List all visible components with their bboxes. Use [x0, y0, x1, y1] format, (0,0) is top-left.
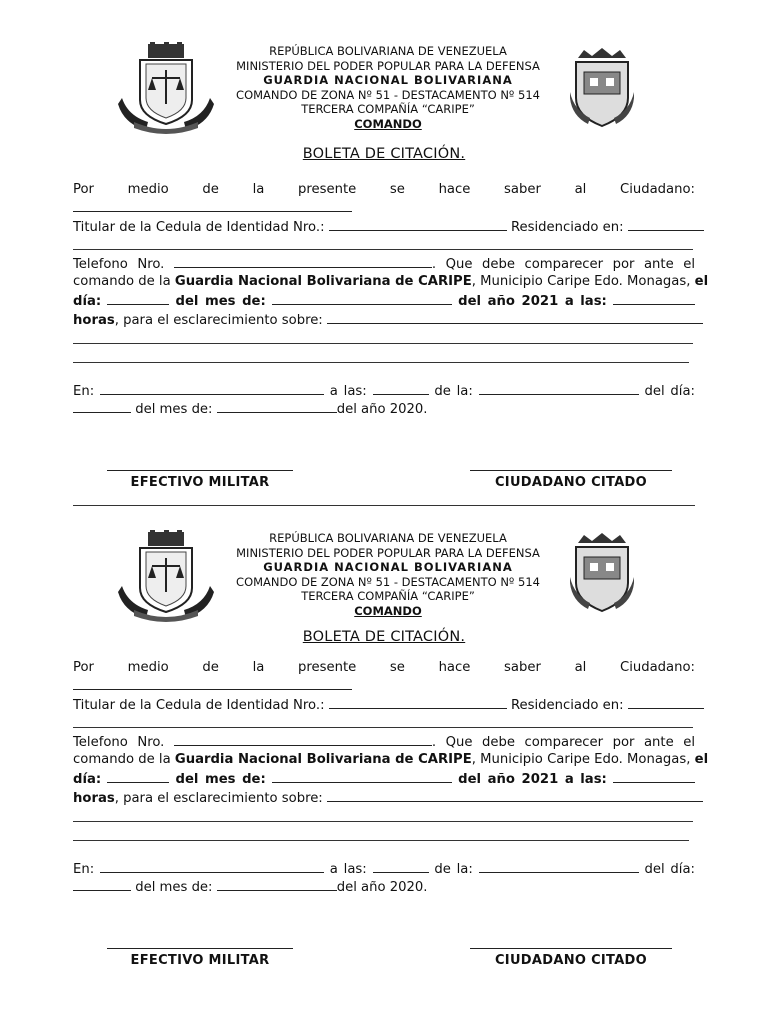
citizen-name-line — [73, 199, 695, 218]
id-number-field[interactable] — [329, 696, 507, 709]
date-line: día: del mes de: del año 2021 a las: — [73, 770, 695, 789]
header-company: TERCERA COMPAÑÍA “CARIPE” — [301, 589, 475, 604]
residence-continuation-rule[interactable] — [73, 249, 693, 250]
citizen-signature-label: CIUDADANO CITADO — [494, 475, 648, 490]
issue-date-line: del mes de: del año 2020. — [73, 400, 695, 419]
citizen-name-field[interactable] — [73, 199, 352, 212]
hour-field[interactable] — [373, 860, 429, 873]
letterhead — [208, 44, 568, 132]
residence-field[interactable] — [628, 696, 704, 709]
id-line: Titular de la Cedula de Identidad Nro.: Residenciado en: — [73, 218, 695, 237]
id-number-field[interactable] — [329, 218, 507, 231]
day-field[interactable] — [107, 292, 169, 305]
header-republic: REPÚBLICA BOLIVARIANA DE VENEZUELA — [269, 44, 507, 58]
day-field[interactable] — [107, 770, 169, 783]
purpose-rule-2[interactable] — [73, 840, 689, 841]
phone-field[interactable] — [174, 255, 432, 268]
citizen-line: Por medio de la presente se hace saber al Ciudadano: — [73, 660, 696, 675]
gnb-shield-emblem-icon — [118, 530, 214, 622]
purpose-line: horas, para el esclarecimiento sobre: — [73, 789, 695, 808]
month-field[interactable] — [272, 770, 452, 783]
purpose-rule-1[interactable] — [73, 343, 693, 344]
residence-continuation-rule[interactable] — [73, 727, 693, 728]
month-field[interactable] — [272, 292, 452, 305]
citizen-line: Por medio de la presente se hace saber al Ciudadano: — [73, 182, 696, 197]
header-ministry: MINISTERIO DEL PODER POPULAR PARA LA DEFENSA — [236, 58, 540, 73]
header-command: COMANDO — [354, 603, 422, 618]
letterhead — [208, 531, 568, 619]
purpose-field[interactable] — [327, 789, 703, 802]
phone-line: Telefono Nro. . Que debe comparecer por ante el — [73, 257, 695, 272]
phone-line: Telefono Nro. . Que debe comparecer por ante el — [73, 735, 695, 750]
header-company: TERCERA COMPAÑÍA “CARIPE” — [301, 102, 475, 117]
id-line: Titular de la Cedula de Identidad Nro.: Residenciado en: — [73, 696, 695, 715]
caripe-coat-of-arms-icon — [570, 533, 634, 615]
citizen-name-field[interactable] — [73, 677, 352, 690]
issue-month-field[interactable] — [217, 878, 337, 891]
issue-month-field[interactable] — [217, 400, 337, 413]
place-field[interactable] — [100, 860, 324, 873]
header-guard: GUARDIA NACIONAL BOLIVARIANA — [263, 73, 513, 88]
command-line: comando de la Guardia Nacional Bolivariana de CARIPE, Municipio Caripe Edo. Monagas, el — [73, 752, 709, 767]
of-the-field[interactable] — [479, 382, 639, 395]
issue-day-field[interactable] — [73, 400, 131, 413]
time-field[interactable] — [613, 770, 695, 783]
header-zone: COMANDO DE ZONA Nº 51 - DESTACAMENTO Nº 514 — [236, 87, 540, 102]
phone-field[interactable] — [174, 733, 432, 746]
command-line: comando de la Guardia Nacional Bolivariana de CARIPE, Municipio Caripe Edo. Monagas, el — [73, 274, 709, 289]
citizen-name-line — [73, 677, 695, 696]
citizen-signature-line[interactable] — [470, 470, 672, 471]
time-field[interactable] — [613, 292, 695, 305]
form-title: BOLETA DE CITACIÓN. — [302, 629, 466, 645]
header-zone: COMANDO DE ZONA Nº 51 - DESTACAMENTO Nº 514 — [236, 574, 540, 589]
form-title: BOLETA DE CITACIÓN. — [302, 146, 466, 162]
officer-signature-line[interactable] — [107, 470, 293, 471]
of-the-field[interactable] — [479, 860, 639, 873]
purpose-rule-2[interactable] — [73, 362, 689, 363]
hour-field[interactable] — [373, 382, 429, 395]
gnb-shield-emblem-icon — [118, 42, 214, 134]
purpose-line: horas, para el esclarecimiento sobre: — [73, 311, 695, 330]
issue-day-field[interactable] — [73, 878, 131, 891]
purpose-field[interactable] — [327, 311, 703, 324]
purpose-rule-1[interactable] — [73, 821, 693, 822]
residence-field[interactable] — [628, 218, 704, 231]
issue-date-line: del mes de: del año 2020. — [73, 878, 695, 897]
header-guard: GUARDIA NACIONAL BOLIVARIANA — [263, 560, 513, 575]
officer-signature-line[interactable] — [107, 948, 293, 949]
officer-signature-label: EFECTIVO MILITAR — [130, 475, 270, 490]
caripe-coat-of-arms-icon — [570, 48, 634, 130]
header-republic: REPÚBLICA BOLIVARIANA DE VENEZUELA — [269, 531, 507, 545]
header-command: COMANDO — [354, 116, 422, 131]
citizen-signature-label: CIUDADANO CITADO — [494, 953, 648, 968]
officer-signature-label: EFECTIVO MILITAR — [130, 953, 270, 968]
place-line: En: a las: de la: del día: — [73, 384, 695, 399]
header-ministry: MINISTERIO DEL PODER POPULAR PARA LA DEFENSA — [236, 545, 540, 560]
citizen-signature-line[interactable] — [470, 948, 672, 949]
cut-separator — [73, 505, 695, 506]
place-line: En: a las: de la: del día: — [73, 862, 695, 877]
place-field[interactable] — [100, 382, 324, 395]
date-line: día: del mes de: del año 2021 a las: — [73, 292, 695, 311]
